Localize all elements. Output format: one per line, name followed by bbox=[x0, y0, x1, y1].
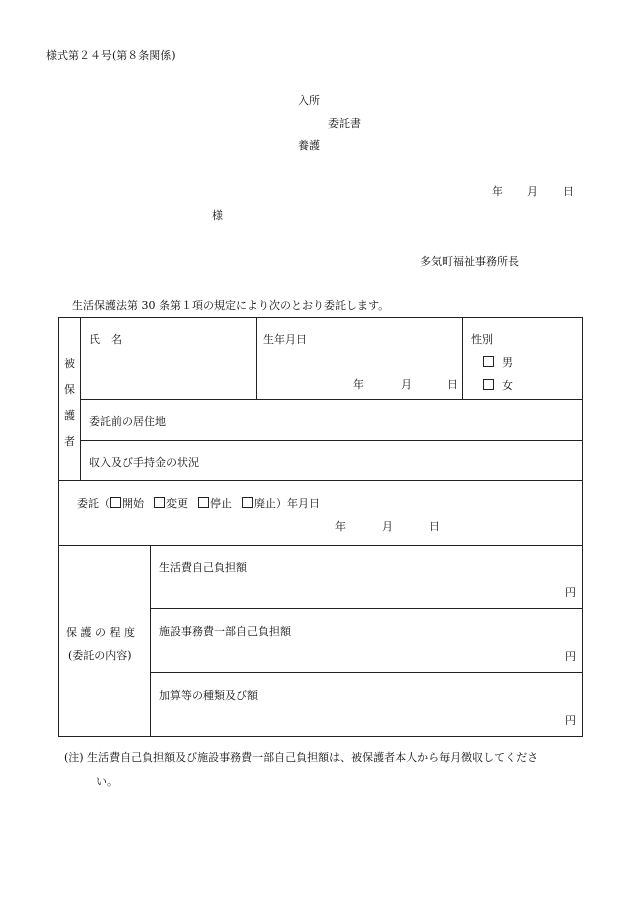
sex-cell bbox=[463, 318, 583, 400]
commission-form-table bbox=[58, 317, 583, 737]
side-char-3: 護 bbox=[64, 409, 75, 422]
commission-option-abolish: 廃止 bbox=[254, 497, 276, 510]
protection-degree-sub-label: (委託の内容) bbox=[68, 649, 132, 662]
note-line-2: い。 bbox=[96, 775, 118, 788]
commission-month-label: 月 bbox=[382, 520, 393, 533]
date-month: 月 bbox=[527, 185, 538, 198]
name-cell[interactable] bbox=[81, 318, 257, 400]
commission-suffix: ）年月日 bbox=[276, 497, 320, 510]
commission-date-cell bbox=[59, 481, 583, 546]
title-line-top: 入所 bbox=[298, 94, 320, 107]
birthdate-label: 生年月日 bbox=[263, 333, 307, 346]
checkbox-change[interactable] bbox=[154, 497, 165, 508]
income-cell[interactable] bbox=[81, 441, 583, 481]
birthdate-cell[interactable] bbox=[257, 318, 463, 400]
commission-day-label: 日 bbox=[429, 520, 440, 533]
commission-option-start: 開始 bbox=[122, 497, 144, 510]
commission-type-line bbox=[77, 497, 320, 509]
commission-option-stop: 停止 bbox=[210, 497, 232, 510]
additions-unit: 円 bbox=[565, 714, 576, 727]
protection-degree-label: 保 護 の 程 度 bbox=[66, 626, 135, 639]
title-line-bottom: 養護 bbox=[298, 139, 320, 152]
living-expense-label: 生活費自己負担額 bbox=[159, 561, 247, 574]
additions-label: 加算等の種類及び額 bbox=[159, 689, 258, 702]
birth-day-label: 日 bbox=[447, 378, 458, 391]
checkbox-female[interactable] bbox=[483, 379, 494, 390]
residence-cell[interactable] bbox=[81, 400, 583, 441]
commission-year-label: 年 bbox=[335, 520, 346, 533]
facility-fee-cell[interactable] bbox=[151, 609, 583, 673]
side-char-1: 被 bbox=[64, 357, 75, 370]
protected-person-side-label bbox=[59, 318, 81, 481]
protection-degree-label-cell bbox=[59, 546, 151, 737]
living-expense-unit: 円 bbox=[565, 586, 576, 599]
side-char-2: 保 bbox=[64, 383, 75, 396]
income-label: 収入及び手持金の状況 bbox=[89, 456, 199, 469]
intro-text: 生活保護法第 30 条第１項の規定により次のとおり委託します。 bbox=[72, 299, 390, 312]
residence-label: 委託前の居住地 bbox=[89, 415, 166, 428]
note-line-1: (注) 生活費自己負担額及び施設事務費一部自己負担額は、被保護者本人から毎月徴収してくださ bbox=[64, 751, 539, 764]
sex-option-female-label: 女 bbox=[502, 379, 513, 392]
sex-label: 性別 bbox=[471, 333, 493, 346]
addressee-suffix: 様 bbox=[212, 209, 223, 222]
sex-option-male[interactable] bbox=[483, 356, 513, 368]
commission-prefix: 委託（ bbox=[77, 497, 110, 510]
checkbox-stop[interactable] bbox=[198, 497, 209, 508]
commission-option-change: 変更 bbox=[166, 497, 188, 510]
living-expense-cell[interactable] bbox=[151, 546, 583, 609]
checkbox-male[interactable] bbox=[483, 356, 494, 367]
date-day: 日 bbox=[563, 185, 574, 198]
facility-fee-unit: 円 bbox=[565, 650, 576, 663]
sex-option-male-label: 男 bbox=[502, 356, 513, 369]
additions-cell[interactable] bbox=[151, 673, 583, 737]
date-year: 年 bbox=[492, 185, 503, 198]
checkbox-abolish[interactable] bbox=[242, 497, 253, 508]
issuer-name: 多気町福祉事務所長 bbox=[420, 255, 519, 268]
sex-option-female[interactable] bbox=[483, 379, 513, 391]
checkbox-start[interactable] bbox=[110, 497, 121, 508]
side-char-4: 者 bbox=[64, 435, 75, 448]
birth-month-label: 月 bbox=[401, 378, 412, 391]
form-number: 様式第２４号(第８条関係) bbox=[46, 49, 176, 62]
facility-fee-label: 施設事務費一部自己負担額 bbox=[159, 625, 291, 638]
title-line-middle: 委託書 bbox=[328, 117, 361, 130]
name-label: 氏 名 bbox=[89, 333, 122, 346]
birth-year-label: 年 bbox=[353, 378, 364, 391]
